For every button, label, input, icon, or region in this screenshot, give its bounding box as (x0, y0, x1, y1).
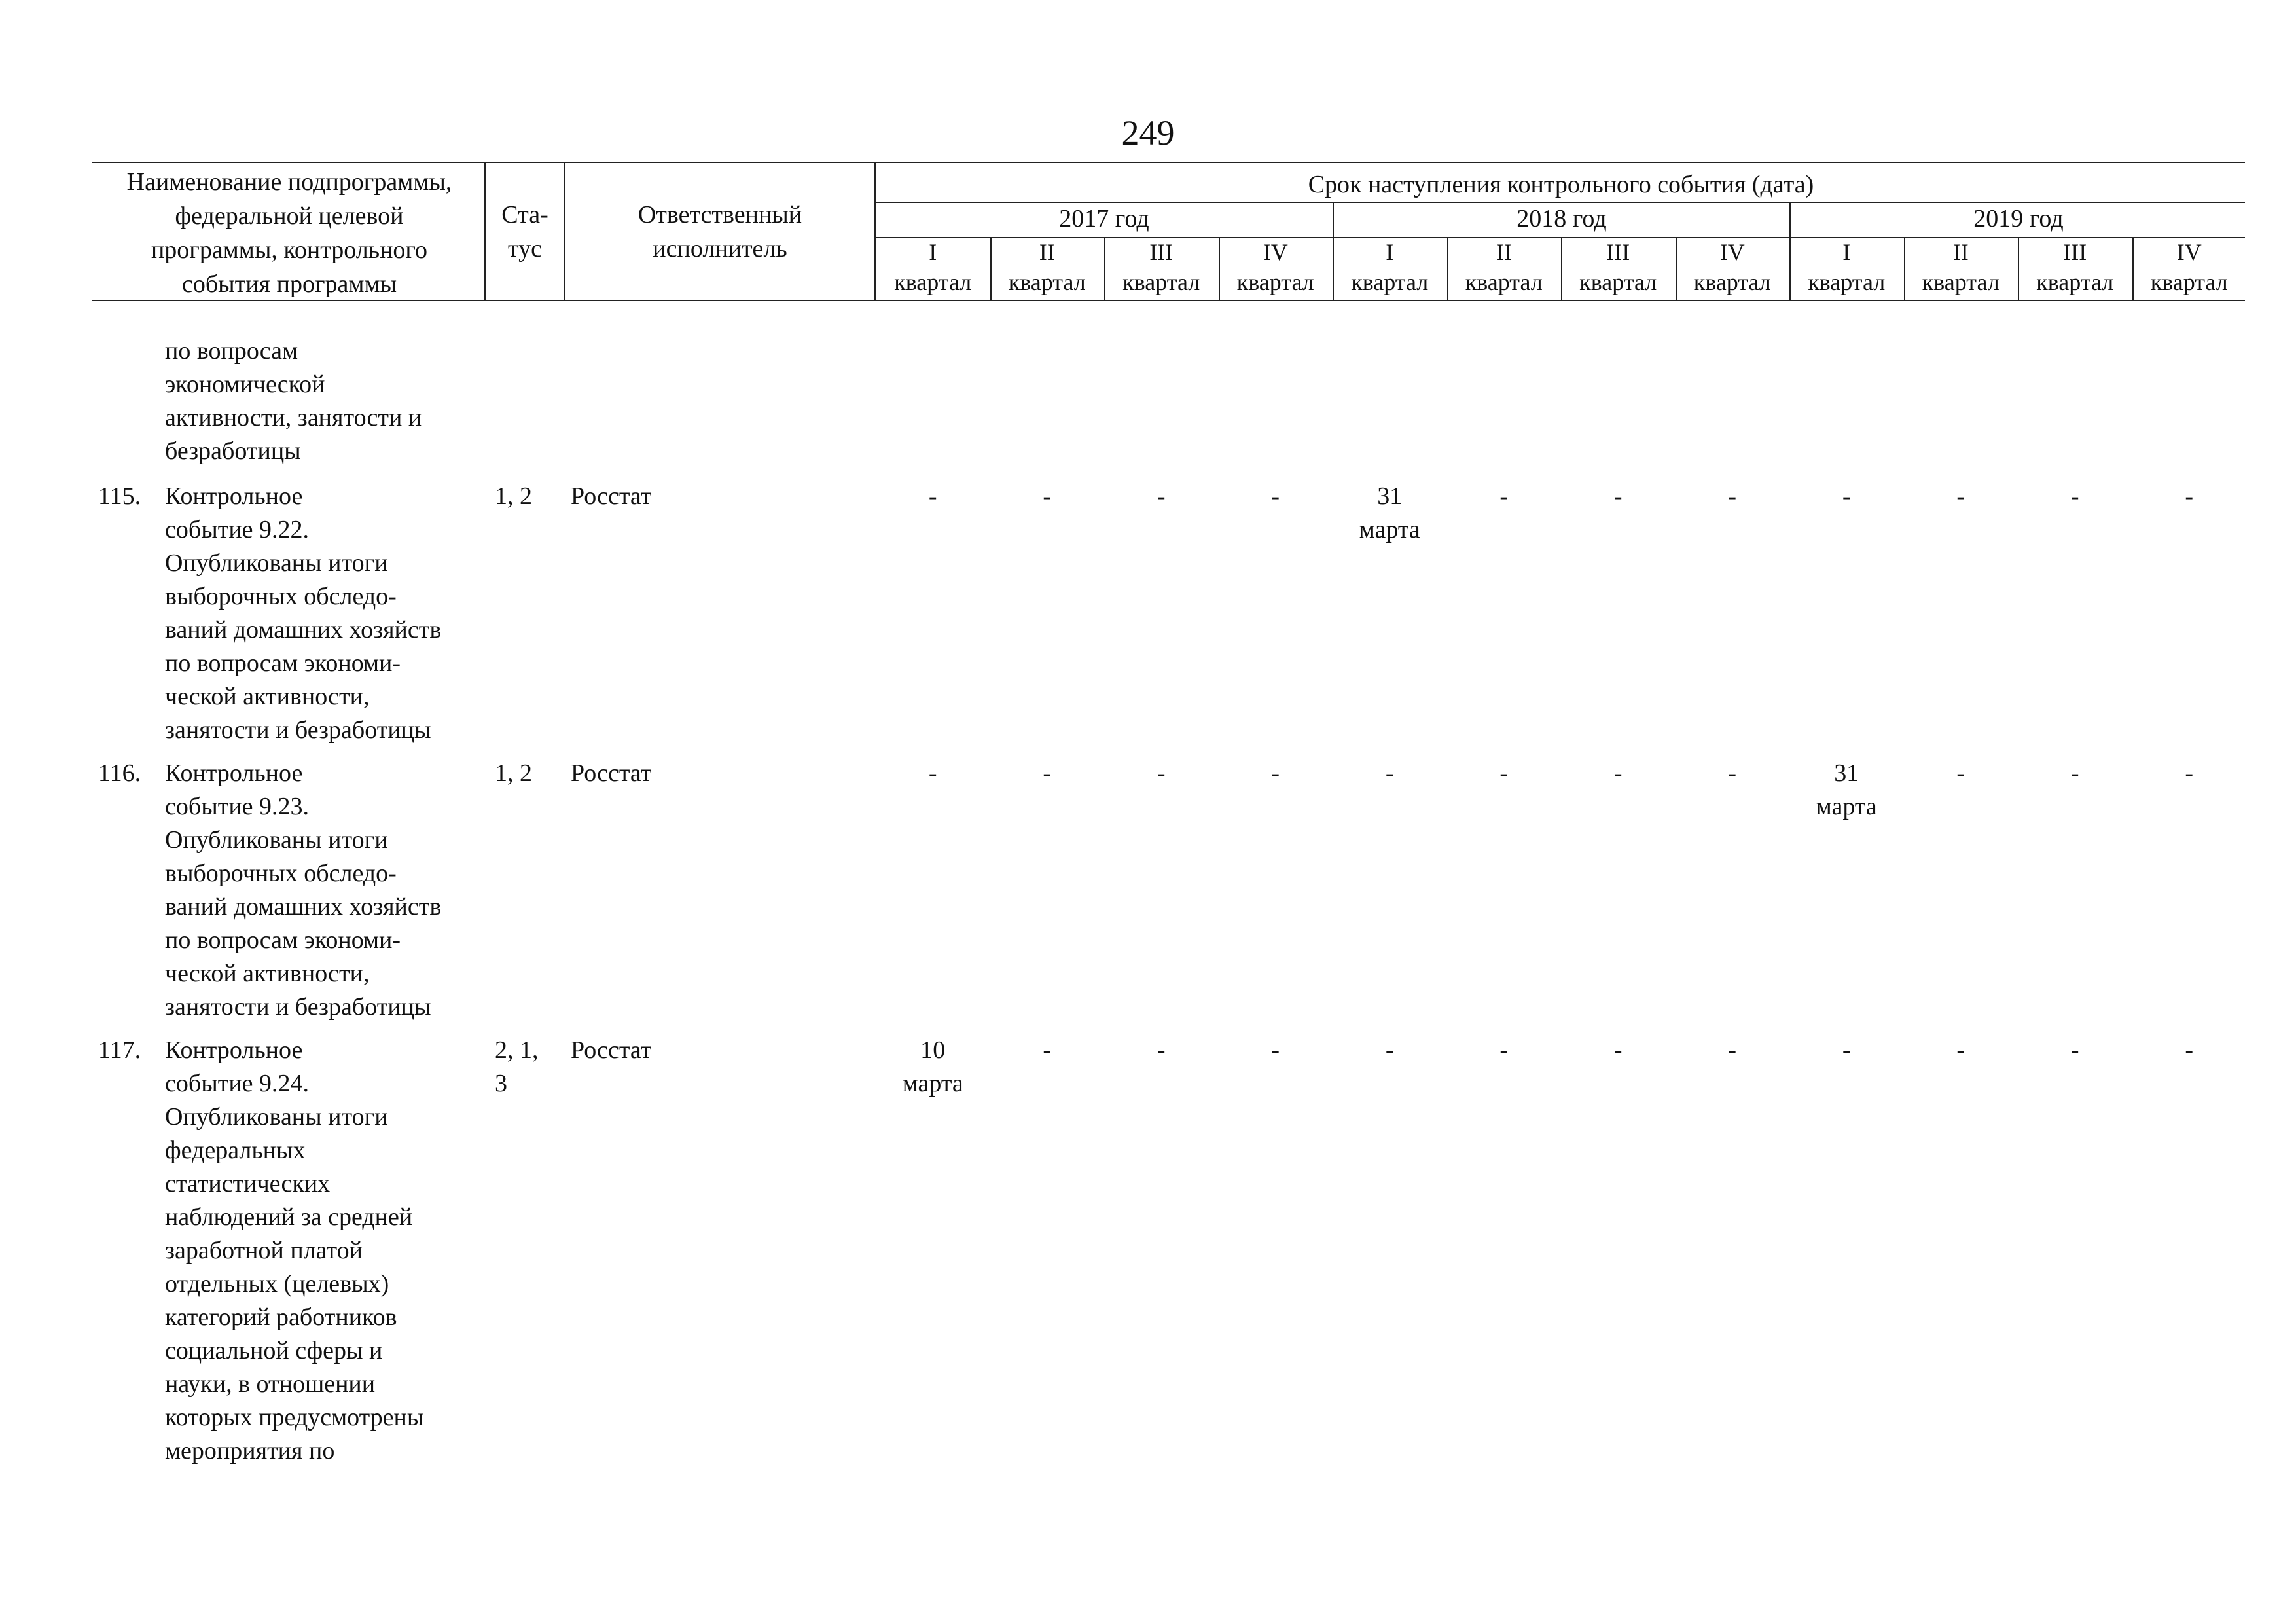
row-2-quarter-12: - (2185, 759, 2194, 787)
quarter-label: квартал (1579, 269, 1657, 295)
row-1-number: 115. (98, 483, 141, 510)
row-3-name: Контрольное событие 9.24. Опубликованы итоги федеральных статистических наблюдений за средней заработной платой отдельных (целевых) категорий работников социальной сферы и науки, в отношении которых предусмотрены мероприятия по (165, 1036, 424, 1465)
row-2-quarter-1: - (928, 759, 937, 787)
row-1-quarter-12: - (2185, 483, 2194, 510)
header-quarter-7 (1562, 237, 1674, 297)
header-quarter-10 (1905, 237, 2017, 297)
row-1-quarter-7: - (1613, 483, 1623, 510)
quarter-roman: IV (1263, 239, 1288, 265)
row-2-number: 116. (98, 759, 141, 787)
quarter-label: квартал (1922, 269, 2000, 295)
quarter-roman: III (1149, 239, 1174, 265)
quarter-roman: I (1842, 239, 1851, 265)
header-status-column: Ста- тус (501, 201, 548, 263)
quarter-roman: II (1039, 239, 1055, 265)
row-2-status: 1, 2 (495, 759, 532, 787)
header-quarter-8 (1677, 237, 1789, 297)
header-quarter-11 (2019, 237, 2131, 297)
quarter-roman: IV (2176, 239, 2202, 265)
header-quarter-1 (877, 237, 989, 297)
quarter-roman: II (1496, 239, 1512, 265)
quarter-roman: IV (1719, 239, 1745, 265)
quarter-label: квартал (2150, 269, 2228, 295)
page-number: 249 (1121, 113, 1175, 153)
row-2-quarter-3: - (1157, 759, 1166, 787)
header-executor-column: Ответственный исполнитель (637, 201, 802, 263)
row-2-quarter-2: - (1043, 759, 1052, 787)
header-quarter-9 (1791, 237, 1903, 297)
quarter-label: квартал (1693, 269, 1771, 295)
row-3-quarter-12: - (2185, 1036, 2194, 1064)
header-quarter-12 (2134, 237, 2246, 297)
header-quarter-3 (1105, 237, 1217, 297)
row-1-quarter-11: - (2070, 483, 2079, 510)
row-1-quarter-5: 31 марта (1359, 483, 1420, 543)
row-3-quarter-4: - (1271, 1036, 1280, 1064)
row-3-status: 2, 1, 3 (495, 1036, 539, 1097)
quarter-label: квартал (1008, 269, 1086, 295)
row-2-name: Контрольное событие 9.23. Опубликованы итоги выборочных обследо- ваний домашних хозяйств по вопросам экономи- ческой активности, занятости и безработицы (165, 759, 442, 1021)
header-year-2018: 2018 год (1516, 205, 1607, 232)
quarter-label: квартал (894, 269, 972, 295)
header-quarter-4 (1220, 237, 1332, 297)
row-3-quarter-9: - (1842, 1036, 1851, 1064)
quarter-label: квартал (1236, 269, 1314, 295)
quarter-roman: I (929, 239, 937, 265)
row-2-quarter-8: - (1728, 759, 1737, 787)
header-quarter-6 (1448, 237, 1560, 297)
header-quarter-2 (992, 237, 1103, 297)
quarter-label: квартал (2036, 269, 2114, 295)
row-1-quarter-8: - (1728, 483, 1737, 510)
row-2-quarter-5: - (1385, 759, 1394, 787)
row-3-number: 117. (98, 1036, 141, 1064)
row-3-quarter-10: - (1956, 1036, 1965, 1064)
row-2-quarter-7: - (1613, 759, 1623, 787)
row-1-executor: Росстат (571, 483, 652, 510)
quarter-label: квартал (1808, 269, 1886, 295)
row-3-quarter-6: - (1499, 1036, 1509, 1064)
header-quarter-5 (1334, 237, 1446, 297)
row-1-quarter-10: - (1956, 483, 1965, 510)
row-3-executor: Росстат (571, 1036, 652, 1064)
row-2-quarter-9: 31 марта (1816, 759, 1877, 820)
row-1-quarter-3: - (1157, 483, 1166, 510)
quarter-roman: III (2063, 239, 2087, 265)
row-1-quarter-9: - (1842, 483, 1851, 510)
row-3-quarter-7: - (1613, 1036, 1623, 1064)
header-top-rule (92, 162, 2245, 163)
header-name-column: Наименование подпрограммы, федеральной целевой программы, контрольного события программы (126, 168, 452, 298)
row-1-quarter-2: - (1043, 483, 1052, 510)
row-2-quarter-6: - (1499, 759, 1509, 787)
header-year-2019: 2019 год (1973, 205, 2064, 232)
quarter-roman: II (1952, 239, 1969, 265)
row-3-quarter-1: 10 марта (902, 1036, 963, 1097)
row-1-quarter-1: - (928, 483, 937, 510)
quarter-roman: III (1606, 239, 1630, 265)
row-1-quarter-6: - (1499, 483, 1509, 510)
quarter-roman: I (1386, 239, 1394, 265)
row-2-quarter-4: - (1271, 759, 1280, 787)
header-year-2017: 2017 год (1059, 205, 1149, 232)
row-2-quarter-10: - (1956, 759, 1965, 787)
row-2-quarter-11: - (2070, 759, 2079, 787)
row-1-status: 1, 2 (495, 483, 532, 510)
row-1-quarter-4: - (1271, 483, 1280, 510)
col-divider-name (484, 162, 486, 300)
quarter-label: квартал (1351, 269, 1429, 295)
col-divider-executor (874, 162, 876, 300)
row-3-quarter-8: - (1728, 1036, 1737, 1064)
row-3-quarter-2: - (1043, 1036, 1052, 1064)
quarter-label: квартал (1122, 269, 1200, 295)
row-0-name: по вопросам экономической активности, занятости и безработицы (165, 337, 422, 465)
row-3-quarter-11: - (2070, 1036, 2079, 1064)
quarter-label: квартал (1465, 269, 1543, 295)
row-1-name: Контрольное событие 9.22. Опубликованы итоги выборочных обследо- ваний домашних хозяйств по вопросам экономи- ческой активности, занятости и безработицы (165, 483, 442, 744)
header-deadline-group: Срок наступления контрольного события (дата) (1308, 171, 1814, 198)
row-2-executor: Росстат (571, 759, 652, 787)
row-3-quarter-5: - (1385, 1036, 1394, 1064)
row-3-quarter-3: - (1157, 1036, 1166, 1064)
col-divider-status (564, 162, 565, 300)
